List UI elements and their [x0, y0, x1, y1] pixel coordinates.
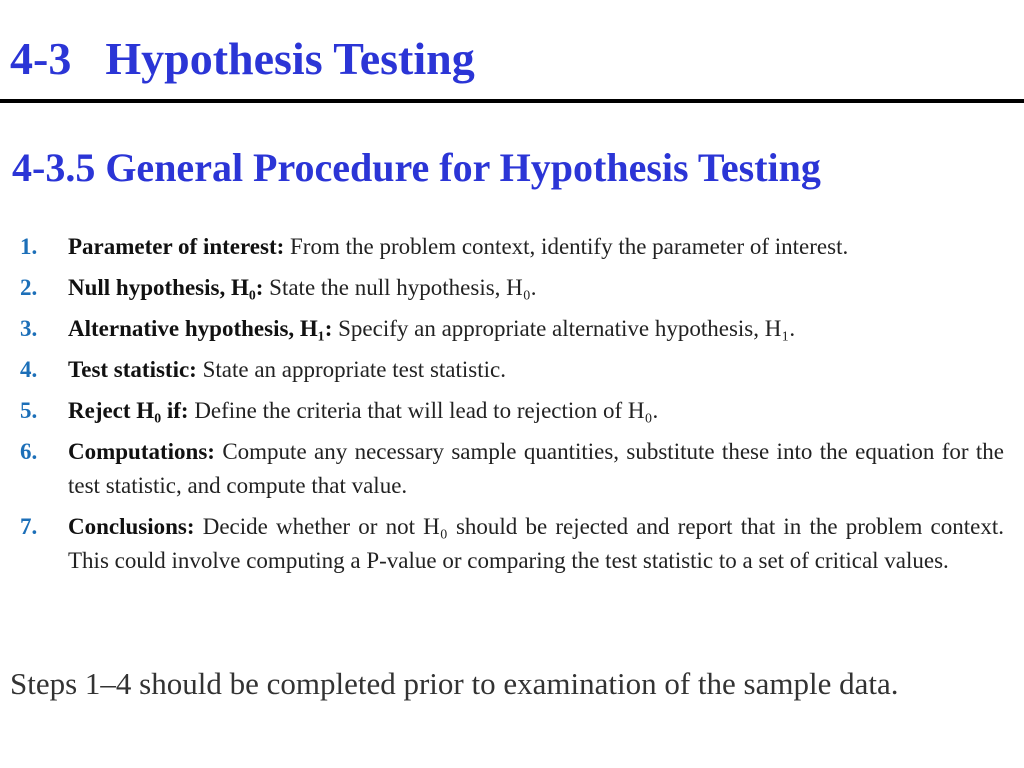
- procedure-step: [0, 394, 1024, 428]
- procedure-step: [0, 435, 1024, 503]
- step-number: 4.: [20, 357, 38, 382]
- section-heading: 4-3.5 General Procedure for Hypothesis Testing: [12, 145, 821, 190]
- step-number: 3.: [20, 316, 38, 341]
- step-label: Alternative hypothesis, H₁:: [68, 316, 333, 341]
- step-number: 1.: [20, 234, 38, 259]
- step-number: 2.: [20, 275, 38, 300]
- step-description: Define the criteria that will lead to rejection of H₀.: [188, 398, 659, 423]
- step-number: 7.: [20, 514, 38, 539]
- title-divider: [0, 99, 1024, 103]
- procedure-step: [0, 510, 1024, 578]
- step-description: Decide whether or not H₀ should be rejected and report that in the problem context. This could involve computing a P-value or comparing the test statistic to a set of critical values.: [68, 514, 1004, 573]
- step-description: Compute any necessary sample quantities, substitute these into the equation for the test statistic, and compute that value.: [68, 439, 1004, 498]
- step-label: Computations:: [68, 439, 215, 464]
- step-description: State the null hypothesis, H₀.: [263, 275, 537, 300]
- procedure-step: [0, 271, 1024, 305]
- step-description: Specify an appropriate alternative hypothesis, H₁.: [332, 316, 796, 341]
- slide-title: [10, 33, 475, 84]
- procedure-step: [0, 230, 1024, 264]
- step-label: Parameter of interest:: [68, 234, 285, 259]
- step-label: Reject H₀ if:: [68, 398, 189, 423]
- step-number: 5.: [20, 398, 38, 423]
- procedure-steps-list: [0, 230, 1024, 585]
- slide-number: 4-3: [10, 33, 72, 84]
- step-label: Null hypothesis, H₀:: [68, 275, 264, 300]
- slide-title-text: Hypothesis Testing: [105, 33, 475, 84]
- step-description: From the problem context, identify the parameter of interest.: [284, 234, 849, 259]
- procedure-step: [0, 312, 1024, 346]
- step-label: Test statistic:: [68, 357, 197, 382]
- step-description: State an appropriate test statistic.: [196, 357, 506, 382]
- procedure-step: [0, 353, 1024, 387]
- step-number: 6.: [20, 439, 38, 464]
- step-label: Conclusions:: [68, 514, 195, 539]
- footer-note: Steps 1–4 should be completed prior to examination of the sample data.: [10, 666, 899, 701]
